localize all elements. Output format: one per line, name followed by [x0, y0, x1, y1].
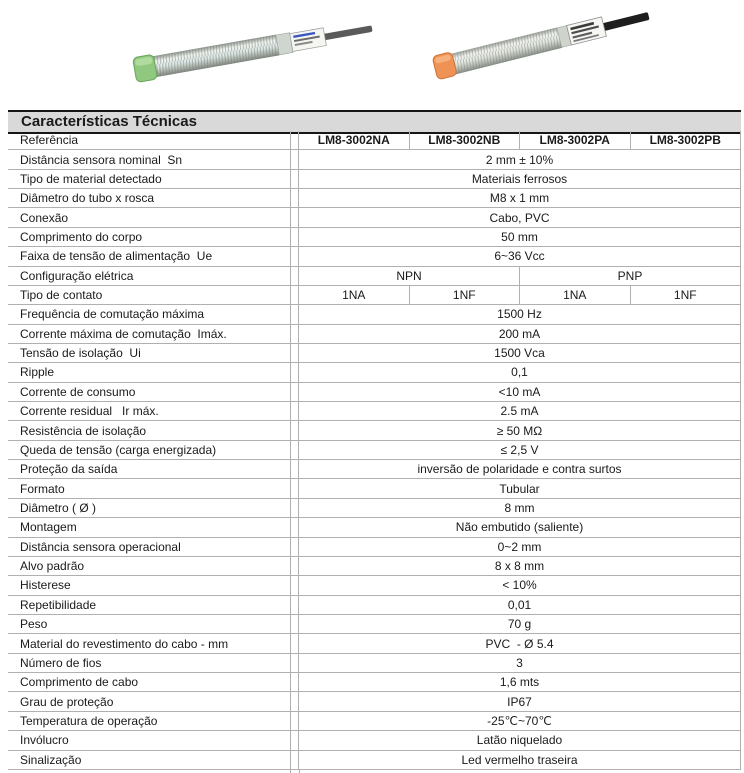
- spec-value: ≥ 50 MΩ: [496, 423, 543, 438]
- table-row: [8, 538, 741, 557]
- column-gap: [291, 267, 299, 286]
- table-row: [8, 189, 741, 208]
- spec-values: [299, 673, 741, 692]
- table-row: [8, 344, 741, 363]
- spec-value: 8 mm: [504, 501, 535, 515]
- cable: [322, 25, 372, 40]
- column-gap: [291, 228, 299, 247]
- spec-value: 1NA: [342, 288, 366, 303]
- spec-label: Ripple: [8, 363, 291, 382]
- green-tip-sensor-image: [126, 8, 378, 92]
- table-row: [8, 208, 741, 227]
- spec-label: Alvo padrão: [8, 557, 291, 576]
- table-row: [8, 615, 741, 634]
- spec-label: Referência: [8, 131, 291, 150]
- spec-value: ≤ 2,5 V: [500, 442, 539, 457]
- column-gap: [291, 538, 299, 557]
- spec-values: [299, 479, 741, 498]
- spec-label: Diâmetro ( Ø ): [8, 499, 291, 518]
- spec-value: LM8-3002PA: [519, 131, 630, 149]
- column-gap: [291, 479, 299, 498]
- table-row: [8, 325, 741, 344]
- table-row: [8, 150, 741, 169]
- column-gap: [291, 208, 299, 227]
- spec-label: Diâmetro do tubo x rosca: [8, 189, 291, 208]
- table-row: [8, 131, 741, 150]
- table-row: [8, 518, 741, 537]
- column-gap: [291, 596, 299, 615]
- spec-value: Led vermelho traseira: [461, 752, 578, 767]
- table-row: [8, 712, 741, 731]
- spec-value: 1500 Vca: [494, 346, 545, 361]
- spec-values: [299, 421, 741, 440]
- spec-values: [299, 441, 741, 460]
- spec-label: Comprimento de cabo: [8, 673, 291, 692]
- column-gap: [291, 150, 299, 169]
- column-gap: [291, 305, 299, 324]
- spec-values: [299, 363, 741, 382]
- table-row: [8, 751, 741, 770]
- spec-value: LM8-3002NB: [409, 131, 520, 149]
- spec-label: Temperatura de operação: [8, 712, 291, 731]
- spec-value: 70 g: [507, 617, 532, 632]
- column-gap: [291, 189, 299, 208]
- spec-value: < 10%: [502, 578, 537, 593]
- table-row: [8, 305, 741, 324]
- spec-values: [299, 731, 741, 750]
- spec-values: [299, 286, 741, 305]
- spec-label: Formato: [8, 479, 291, 498]
- spec-values: [299, 751, 741, 770]
- sensor-label: [567, 17, 607, 45]
- spec-values: [299, 402, 741, 421]
- section-title: Características Técnicas: [21, 113, 197, 130]
- spec-values: [299, 247, 741, 266]
- spec-values: [299, 383, 741, 402]
- spec-label: Tensão de isolação Ui: [8, 344, 291, 363]
- spec-label: Configuração elétrica: [8, 267, 291, 286]
- column-gap: [291, 499, 299, 518]
- spec-label: Comprimento do corpo: [8, 228, 291, 247]
- spec-label: Corrente residual Ir máx.: [8, 402, 291, 421]
- spec-label: Conexão: [8, 208, 291, 227]
- spec-label: Tipo de contato: [8, 286, 291, 305]
- spec-value: 3: [516, 655, 523, 670]
- table-row: [8, 247, 741, 266]
- spec-values: [299, 460, 741, 479]
- spec-value: M8 x 1 mm: [489, 191, 550, 206]
- spec-values: [299, 305, 741, 324]
- table-row: [8, 441, 741, 460]
- spec-values: [299, 596, 741, 615]
- spec-values: [299, 325, 741, 344]
- table-row: [8, 402, 741, 421]
- spec-label: Sinalização: [8, 751, 291, 770]
- column-gap: [291, 402, 299, 421]
- spec-table: [8, 131, 741, 770]
- spec-value: 1,6 mts: [499, 675, 540, 690]
- spec-values: [299, 712, 741, 731]
- spec-values: [299, 344, 741, 363]
- column-gap: [291, 247, 299, 266]
- table-row: [8, 479, 741, 498]
- table-row: [8, 673, 741, 692]
- table-row: [8, 731, 741, 750]
- spec-label: Corrente máxima de comutação Imáx.: [8, 325, 291, 344]
- spec-value: 2.5 mA: [500, 404, 539, 419]
- spec-label: Frequência de comutação máxima: [8, 305, 291, 324]
- cable: [601, 12, 650, 31]
- spec-value: 0~2 mm: [497, 539, 542, 554]
- spec-values: [299, 518, 741, 537]
- spec-value: <10 mA: [498, 384, 541, 399]
- spec-values: [299, 692, 741, 711]
- spec-values: [299, 576, 741, 595]
- spec-value: 1500 Hz: [497, 307, 542, 322]
- spec-values: [299, 615, 741, 634]
- spec-value: Cabo, PVC: [489, 210, 550, 225]
- column-gap: [291, 518, 299, 537]
- spec-values: [299, 228, 741, 247]
- column-gap: [291, 363, 299, 382]
- spec-values: [299, 267, 741, 286]
- spec-label: Tipo de material detectado: [8, 170, 291, 189]
- spec-value: Materiais ferrosos: [471, 171, 568, 186]
- spec-value: 1NA: [519, 286, 630, 304]
- spec-values: [299, 654, 741, 673]
- table-row: [8, 596, 741, 615]
- spec-value: -25℃~70℃: [487, 713, 552, 728]
- spec-label: Invólucro: [8, 731, 291, 750]
- column-gap: [291, 131, 299, 150]
- column-gap: [291, 712, 299, 731]
- column-gap: [291, 421, 299, 440]
- table-row: [8, 286, 741, 305]
- spec-label: Grau de proteção: [8, 692, 291, 711]
- spec-label: Distância sensora operacional: [8, 538, 291, 557]
- table-row: [8, 363, 741, 382]
- column-gap: [291, 344, 299, 363]
- spec-value: 8 x 8 mm: [494, 559, 545, 574]
- spec-label: Corrente de consumo: [8, 383, 291, 402]
- spec-value: 2 mm ± 10%: [485, 152, 554, 167]
- spec-values: [299, 557, 741, 576]
- spec-label: Material do revestimento do cabo - mm: [8, 634, 291, 653]
- table-row: [8, 576, 741, 595]
- spec-label: Distância sensora nominal Sn: [8, 150, 291, 169]
- column-gap: [291, 576, 299, 595]
- table-row: [8, 634, 741, 653]
- table-row: [8, 499, 741, 518]
- spec-value: IP67: [507, 694, 532, 709]
- spec-values: [299, 170, 741, 189]
- spec-label: Número de fios: [8, 654, 291, 673]
- table-row: [8, 557, 741, 576]
- spec-value: LM8-3002PB: [630, 131, 741, 149]
- column-gap: [291, 751, 299, 770]
- table-row: [8, 170, 741, 189]
- spec-label: Montagem: [8, 518, 291, 537]
- spec-value: LM8-3002NA: [317, 133, 390, 148]
- table-row: [8, 267, 741, 286]
- spec-value: 0,1: [511, 365, 528, 380]
- table-row: [8, 692, 741, 711]
- table-row: [8, 654, 741, 673]
- column-gap: [291, 286, 299, 305]
- table-row: [8, 383, 741, 402]
- spec-values: [299, 189, 741, 208]
- spec-label: Proteção da saída: [8, 460, 291, 479]
- column-gap: [291, 325, 299, 344]
- column-gap: [291, 673, 299, 692]
- spec-value: PNP: [519, 267, 740, 285]
- spec-value: 0,01: [507, 597, 532, 612]
- spec-label: Histerese: [8, 576, 291, 595]
- spec-value: Não embutido (saliente): [455, 520, 584, 535]
- column-gap: [291, 731, 299, 750]
- spec-value: Latão niquelado: [476, 733, 563, 748]
- column-gap: [291, 557, 299, 576]
- spec-value: 200 mA: [498, 326, 541, 341]
- column-gap: [291, 654, 299, 673]
- spec-label: Faixa de tensão de alimentação Ue: [8, 247, 291, 266]
- spec-values: [299, 499, 741, 518]
- spec-values: [299, 634, 741, 653]
- column-gap: [291, 692, 299, 711]
- table-row: [8, 421, 741, 440]
- spec-label: Resistência de isolação: [8, 421, 291, 440]
- column-gap: [291, 383, 299, 402]
- orange-tip-sensor-image: [426, 0, 654, 86]
- spec-value: 1NF: [409, 286, 520, 304]
- column-gap: [291, 460, 299, 479]
- spec-label: Peso: [8, 615, 291, 634]
- spec-label: Repetibilidade: [8, 596, 291, 615]
- spec-value: PVC - Ø 5.4: [485, 636, 554, 651]
- column-gap: [291, 170, 299, 189]
- spec-value: NPN: [396, 268, 422, 283]
- spec-values: [299, 150, 741, 169]
- column-gap: [291, 634, 299, 653]
- spec-value: 50 mm: [501, 229, 538, 244]
- spec-value: 6~36 Vcc: [494, 249, 545, 264]
- spec-value: inversão de polaridade e contra surtos: [417, 462, 622, 477]
- spec-value: Tubular: [499, 481, 540, 496]
- spec-values: [299, 208, 741, 227]
- table-row: [8, 460, 741, 479]
- table-row: [8, 228, 741, 247]
- spec-label: Queda de tensão (carga energizada): [8, 441, 291, 460]
- column-gap: [291, 441, 299, 460]
- spec-values: [299, 538, 741, 557]
- column-gap: [291, 615, 299, 634]
- spec-value: 1NF: [630, 286, 741, 304]
- spec-values: [299, 131, 741, 150]
